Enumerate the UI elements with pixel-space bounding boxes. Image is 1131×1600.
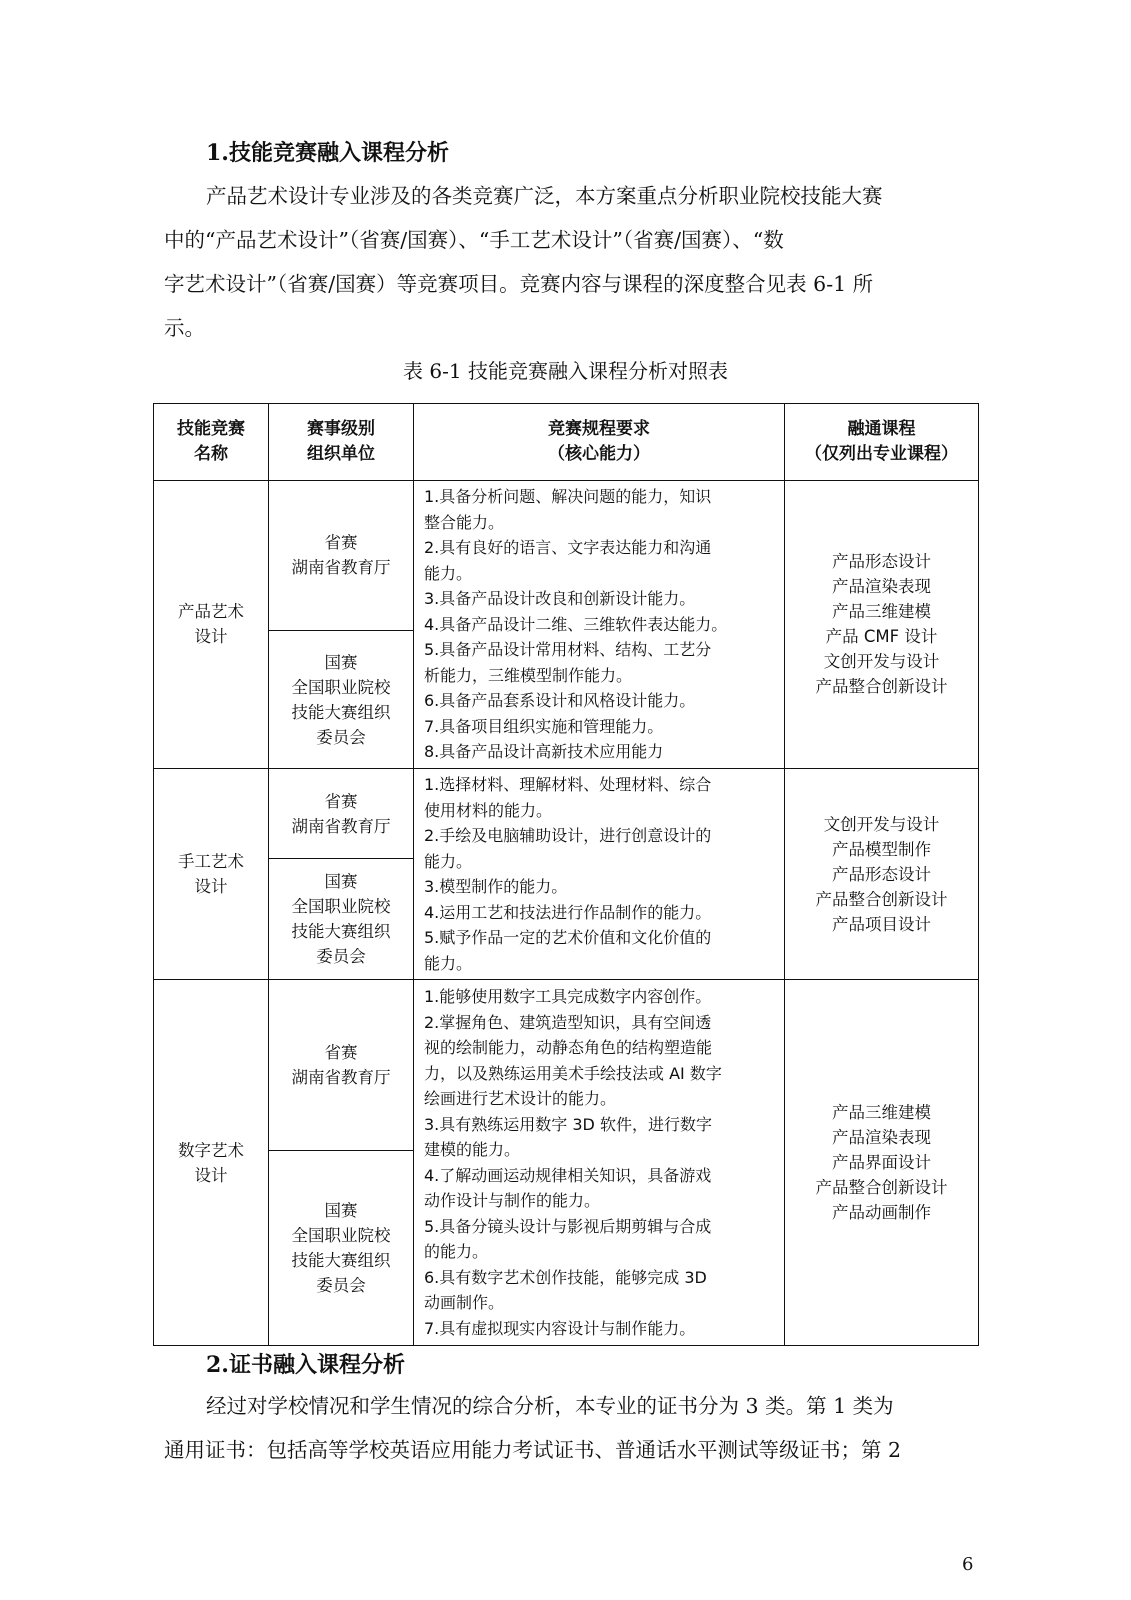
paragraph-line: 字艺术设计”（省赛/国赛）等竞赛项目。竞赛内容与课程的深度整合见表 6-1 所: [164, 272, 874, 296]
table-caption: 表 6-1 技能竞赛融入课程分析对照表: [403, 359, 728, 383]
competition-name-cell: 产品艺术 设计: [154, 480, 269, 768]
paragraph-line: 通用证书：包括高等学校英语应用能力考试证书、普通话水平测试等级证书；第 2: [164, 1438, 902, 1462]
courses-cell: 产品形态设计 产品渲染表现 产品三维建模 产品 CMF 设计 文创开发与设计 产品整合创新设计: [785, 480, 979, 768]
requirements-cell: 1.具备分析问题、解决问题的能力，知识 整合能力。 2.具有良好的语言、文字表达能力和沟通 能力。 3.具备产品设计改良和创新设计能力。 4.具备产品设计二维、三维软件表达能力。 5.具备产品设计常用材料、结构、工艺分 析能力，三维模型制作能力。 6.具备产品套系设计和风格设计能力。 7.具备项目组织实施和管理能力。 8.具备产品设计高新技术应用能力: [414, 480, 785, 768]
section-2-paragraph: [164, 1384, 984, 1472]
paragraph-line: 经过对学校情况和学生情况的综合分析，本专业的证书分为 3 类。第 1 类为: [206, 1394, 894, 1418]
national-cell: 国赛 全国职业院校 技能大赛组织 委员会: [269, 859, 414, 980]
competition-name-cell: 手工艺术 设计: [154, 769, 269, 980]
table-row: [154, 480, 979, 630]
national-cell: 国赛 全国职业院校 技能大赛组织 委员会: [269, 631, 414, 769]
courses-cell: 产品三维建模 产品渲染表现 产品界面设计 产品整合创新设计 产品动画制作: [785, 980, 979, 1346]
requirements-cell: 1.能够使用数字工具完成数字内容创作。 2.掌握角色、建筑造型知识，具有空间透 视的绘制能力，动静态角色的结构塑造能 力，以及熟练运用美术手绘技法或 AI 数字 绘画进行艺术设计的能力。 3.具有熟练运用数字 3D 软件，进行数字 建模的能力。 4.了解动画运动规律相关知识，具备游戏 动作设计与制作的能力。 5.具备分镜头设计与影视后期剪辑与合成 的能力。 6.具有数字艺术创作技能，能够完成 3D 动画制作。 7.具有虚拟现实内容设计与制作能力。: [414, 980, 785, 1346]
competition-course-table: [153, 403, 979, 1346]
provincial-cell: 省赛 湖南省教育厅: [269, 980, 414, 1151]
national-cell: 国赛 全国职业院校 技能大赛组织 委员会: [269, 1150, 414, 1345]
section-2-heading: 2.证书融入课程分析: [206, 1352, 405, 1378]
competition-name-cell: 数字艺术 设计: [154, 980, 269, 1346]
provincial-cell: 省赛 湖南省教育厅: [269, 769, 414, 859]
header-courses: 融通课程 （仅列出专业课程）: [785, 404, 979, 481]
paragraph-line: 中的“产品艺术设计”（省赛/国赛）、“手工艺术设计”（省赛/国赛）、“数: [164, 228, 784, 252]
header-level-organizer: 赛事级别 组织单位: [269, 404, 414, 481]
paragraph-line: 示。: [164, 316, 205, 340]
table-row: [154, 769, 979, 859]
section-1-heading: 1.技能竞赛融入课程分析: [206, 140, 449, 166]
paragraph-line: 产品艺术设计专业涉及的各类竞赛广泛，本方案重点分析职业院校技能大赛: [206, 184, 883, 208]
header-competition-name: 技能竞赛 名称: [154, 404, 269, 481]
requirements-cell: 1.选择材料、理解材料、处理材料、综合 使用材料的能力。 2.手绘及电脑辅助设计，进行创意设计的 能力。 3.模型制作的能力。 4.运用工艺和技法进行作品制作的能力。 5.赋予作品一定的艺术价值和文化价值的 能力。: [414, 769, 785, 980]
table-row: [154, 980, 979, 1151]
table-header-row: [154, 404, 979, 481]
provincial-cell: 省赛 湖南省教育厅: [269, 480, 414, 630]
header-requirements: 竞赛规程要求 （核心能力）: [414, 404, 785, 481]
section-1-paragraph: [164, 174, 984, 350]
courses-cell: 文创开发与设计 产品模型制作 产品形态设计 产品整合创新设计 产品项目设计: [785, 769, 979, 980]
page-number: 6: [962, 1554, 974, 1575]
